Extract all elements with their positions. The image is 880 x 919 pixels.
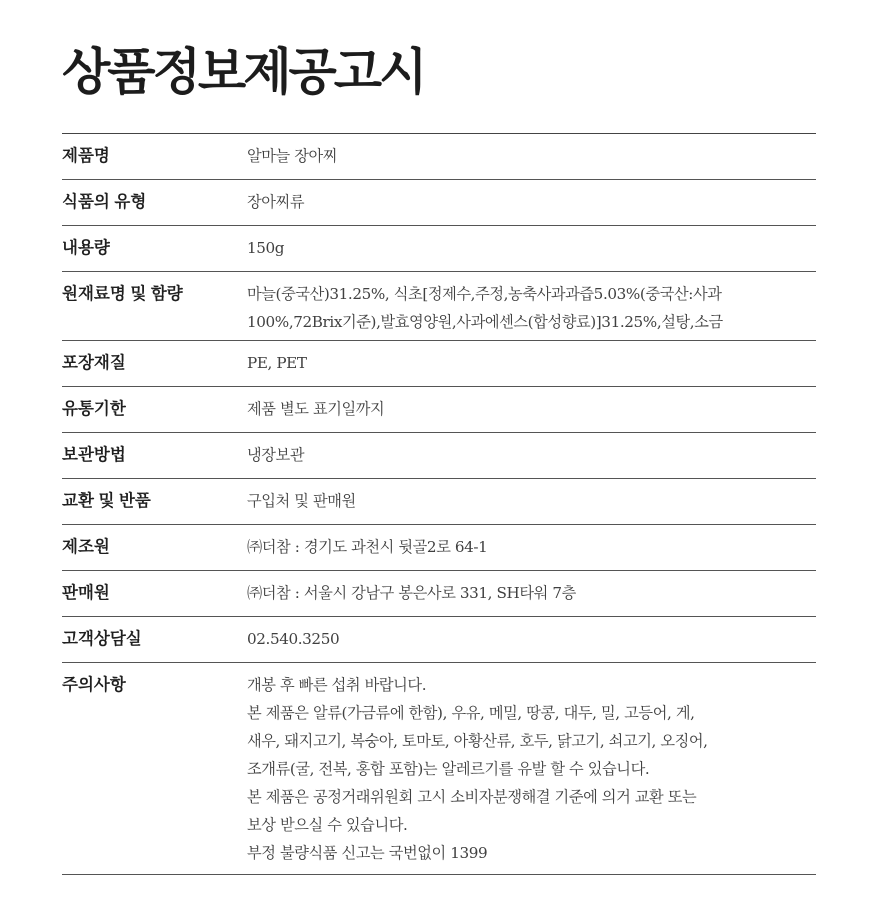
value-line: 보상 받으실 수 있습니다. xyxy=(247,816,408,834)
value-line: 알마늘 장아찌 xyxy=(247,147,338,165)
row-label: 고객상담실 xyxy=(62,630,142,648)
row-value xyxy=(247,579,816,605)
row-value xyxy=(247,671,816,863)
row-value xyxy=(247,533,816,559)
row-value xyxy=(247,280,816,329)
row-label: 제품명 xyxy=(62,147,110,165)
value-line: 조개류(굴, 전복, 홍합 포함)는 알레르기를 유발 할 수 있습니다. xyxy=(247,760,650,778)
row-label: 원재료명 및 함량 xyxy=(62,285,183,303)
row-label: 내용량 xyxy=(62,239,110,257)
row-seller xyxy=(62,571,816,617)
value-line: ㈜더참 : 경기도 과천시 뒷골2로 64-1 xyxy=(247,538,488,556)
value-line: 구입처 및 판매원 xyxy=(247,492,356,510)
row-label: 주의사항 xyxy=(62,676,126,694)
row-value xyxy=(247,625,816,651)
row-product-name xyxy=(62,134,816,180)
row-value xyxy=(247,349,816,375)
row-value xyxy=(247,395,816,421)
row-label: 판매원 xyxy=(62,584,110,602)
row-label: 식품의 유형 xyxy=(62,193,147,211)
row-net-weight xyxy=(62,226,816,272)
row-food-type xyxy=(62,180,816,226)
row-storage xyxy=(62,433,816,479)
row-value xyxy=(247,234,816,260)
page-title: 상품정보제공고시 xyxy=(62,42,425,101)
value-line: 본 제품은 공정거래위원회 고시 소비자분쟁해결 기준에 의거 교환 또는 xyxy=(247,788,697,806)
row-value xyxy=(247,487,816,513)
row-label: 보관방법 xyxy=(62,446,126,464)
value-line: PE, PET xyxy=(247,354,307,372)
row-manufacturer xyxy=(62,525,816,571)
row-label: 제조원 xyxy=(62,538,110,556)
product-info-table xyxy=(62,133,816,875)
row-value xyxy=(247,188,816,214)
value-line: 장아찌류 xyxy=(247,193,305,211)
value-line: 마늘(중국산)31.25%, 식초[정제수,주정,농축사과과즙5.03%(중국산:사과 xyxy=(247,285,722,303)
row-label: 포장재질 xyxy=(62,354,126,372)
row-exchange xyxy=(62,479,816,525)
value-line: 100%,72Brix기준),발효영양원,사과에센스(합성향료)]31.25%,설탕,소금 xyxy=(247,313,723,331)
row-packaging xyxy=(62,341,816,387)
row-label: 유통기한 xyxy=(62,400,126,418)
value-line: 150g xyxy=(247,239,285,257)
value-line: 02.540.3250 xyxy=(247,630,340,648)
value-line: ㈜더참 : 서울시 강남구 봉은사로 331, SH타워 7층 xyxy=(247,584,576,602)
row-customer-center xyxy=(62,617,816,663)
value-line: 본 제품은 알류(가금류에 한함), 우유, 메밀, 땅콩, 대두, 밀, 고등어, 게, xyxy=(247,704,695,722)
row-ingredients xyxy=(62,272,816,341)
value-line: 제품 별도 표기일까지 xyxy=(247,400,385,418)
value-line: 냉장보관 xyxy=(247,446,305,464)
row-label: 교환 및 반품 xyxy=(62,492,151,510)
value-line: 부정 불량식품 신고는 국번없이 1399 xyxy=(247,844,488,862)
row-value xyxy=(247,441,816,467)
value-line: 새우, 돼지고기, 복숭아, 토마토, 아황산류, 호두, 닭고기, 쇠고기, 오징어, xyxy=(247,732,708,750)
row-expiry xyxy=(62,387,816,433)
row-cautions xyxy=(62,663,816,875)
value-line: 개봉 후 빠른 섭취 바랍니다. xyxy=(247,676,427,694)
row-value xyxy=(247,142,816,168)
